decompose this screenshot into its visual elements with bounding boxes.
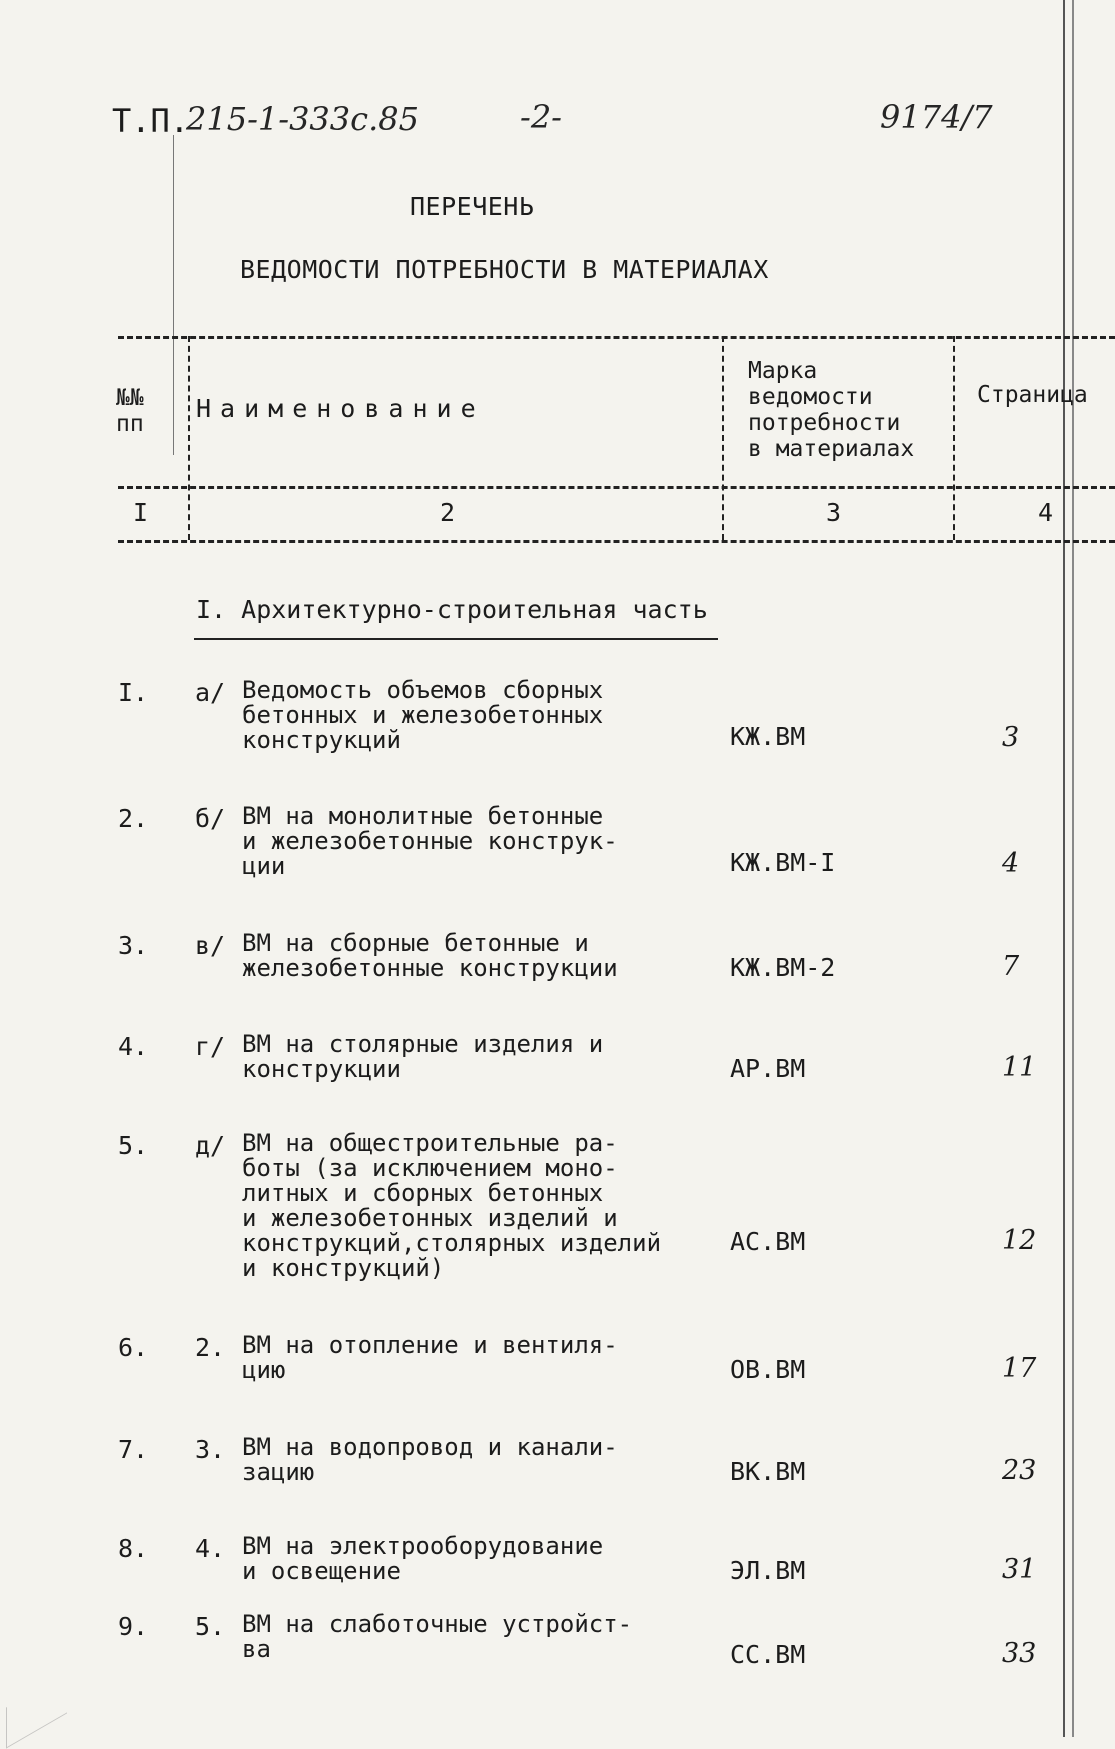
row-letter: 3. xyxy=(195,1435,226,1464)
row-number: 2. xyxy=(118,804,149,833)
row-number: 9. xyxy=(118,1612,149,1641)
row-letter: в/ xyxy=(195,931,226,960)
column-header-number xyxy=(116,385,144,437)
table-header-divider xyxy=(118,486,1115,489)
column-number-1: I xyxy=(133,498,149,527)
row-page: 33 xyxy=(1002,1638,1037,1669)
row-letter: а/ xyxy=(195,678,226,707)
row-number: 4. xyxy=(118,1032,149,1061)
table-col-divider-3 xyxy=(953,336,955,540)
header-project-code: 215-1-333с.85 xyxy=(186,100,419,138)
row-mark: КЖ.ВМ-2 xyxy=(730,953,836,982)
margin-line xyxy=(173,135,174,455)
row-name: ВМ на водопровод и канали- зацию xyxy=(242,1433,618,1486)
row-mark: ОВ.ВМ xyxy=(730,1355,806,1384)
column-header-number-text: №№ пп xyxy=(116,385,144,437)
header-page-mark: -2- xyxy=(520,98,562,136)
row-number: 5. xyxy=(118,1131,149,1160)
row-mark: ЭЛ.ВМ xyxy=(730,1556,806,1585)
column-header-mark-text: Марка ведомости потребности в материалах xyxy=(748,358,915,462)
row-page: 23 xyxy=(1002,1455,1037,1486)
row-name: ВМ на общестроительные ра- боты (за исключением моно- литных и сборных бетонных и железобетонных изделий и конструкций,столярных изделий и конструкций) xyxy=(242,1129,662,1282)
table-col-divider-2 xyxy=(722,336,724,540)
column-header-mark xyxy=(748,358,914,462)
row-letter: 2. xyxy=(195,1333,226,1362)
row-page: 12 xyxy=(1002,1225,1037,1256)
row-letter: 5. xyxy=(195,1612,226,1641)
row-name: ВМ на отопление и вентиля- цию xyxy=(242,1331,618,1384)
section-title: I. Архитектурно-строительная часть xyxy=(196,595,708,624)
row-page: 7 xyxy=(1002,951,1020,982)
row-name: ВМ на монолитные бетонные и железобетонные конструк- ции xyxy=(242,802,618,880)
table-bottom-border xyxy=(118,540,1115,543)
row-name: ВМ на сборные бетонные и железобетонные конструкции xyxy=(242,929,618,982)
row-number: I. xyxy=(118,678,149,707)
row-mark: КЖ.ВМ xyxy=(730,722,806,751)
row-mark: АС.ВМ xyxy=(730,1227,806,1256)
row-letter: г/ xyxy=(195,1032,226,1061)
column-header-name: Наименование xyxy=(196,394,485,423)
row-number: 8. xyxy=(118,1534,149,1563)
document-subtitle: ВЕДОМОСТИ ПОТРЕБНОСТИ В МАТЕРИАЛАХ xyxy=(240,255,769,284)
row-page: 31 xyxy=(1002,1554,1037,1585)
row-letter: б/ xyxy=(195,804,226,833)
row-letter: д/ xyxy=(195,1131,226,1160)
page-corner-mark xyxy=(6,1672,67,1748)
row-page: 17 xyxy=(1002,1353,1037,1384)
column-number-2: 2 xyxy=(440,498,456,527)
header-doc-number: 9174/7 xyxy=(880,98,993,136)
row-name: Ведомость объемов сборных бетонных и железобетонных конструкций xyxy=(242,676,604,754)
row-page: 3 xyxy=(1002,722,1020,753)
column-number-4: 4 xyxy=(1038,498,1054,527)
row-name: ВМ на столярные изделия и конструкции xyxy=(242,1030,604,1083)
section-underline xyxy=(194,638,718,640)
document-title: ПЕРЕЧЕНЬ xyxy=(410,192,535,221)
row-number: 7. xyxy=(118,1435,149,1464)
row-number: 3. xyxy=(118,931,149,960)
row-mark: СС.ВМ xyxy=(730,1640,806,1669)
row-letter: 4. xyxy=(195,1534,226,1563)
row-number: 6. xyxy=(118,1333,149,1362)
header-prefix: Т.П. xyxy=(112,102,190,140)
row-page: 11 xyxy=(1002,1052,1037,1083)
row-page: 4 xyxy=(1002,848,1020,879)
column-header-page: Страница xyxy=(977,382,1088,408)
row-name: ВМ на слаботочные устройст- ва xyxy=(242,1610,633,1663)
row-mark: АР.ВМ xyxy=(730,1054,806,1083)
row-name: ВМ на электрооборудование и освещение xyxy=(242,1532,604,1585)
table-top-border xyxy=(118,336,1115,339)
row-mark: КЖ.ВМ-I xyxy=(730,848,836,877)
column-number-3: 3 xyxy=(826,498,842,527)
row-mark: ВК.ВМ xyxy=(730,1457,806,1486)
table-col-divider-1 xyxy=(188,336,190,540)
